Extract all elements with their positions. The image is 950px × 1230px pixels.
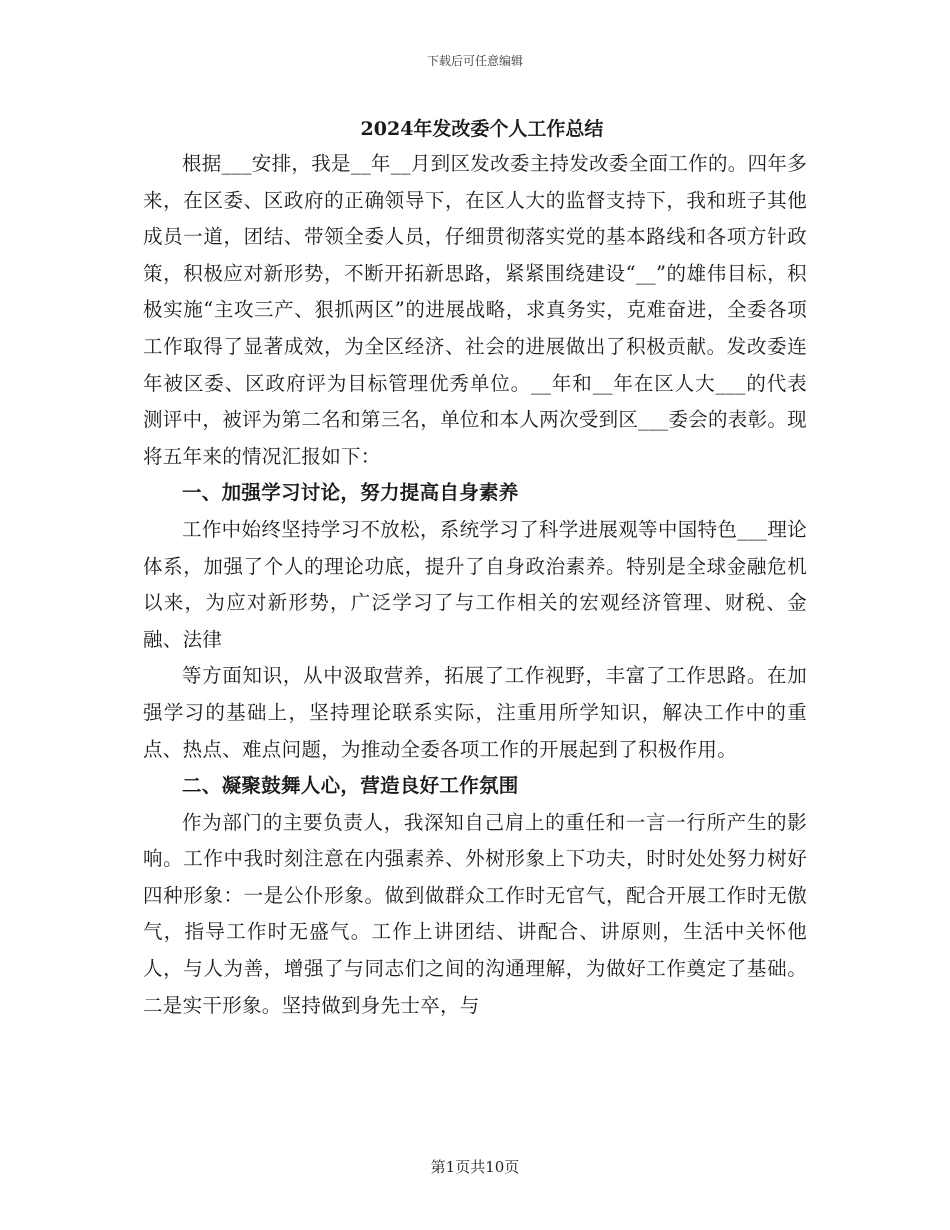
header-note: 下载后可任意编辑 <box>426 54 523 68</box>
page-number-footer: 第1页共10页 <box>430 1158 520 1176</box>
section-1-paragraph-1: 工作中始终坚持学习不放松，系统学习了科学进展观等中国特色___理论体系，加强了个人的理论功底，提升了自身政治素养。特别是全球金融危机以来，为应对新形势，广泛学习了与工作相关的宏观经济管理、财税、金融、法律 <box>143 517 807 651</box>
section-1-heading: 一、加强学习讨论，努力提高自身素养 <box>182 481 519 505</box>
section-1-paragraph-2: 等方面知识，从中汲取营养，拓展了工作视野，丰富了工作思路。在加强学习的基础上，坚持理论联系实际，注重用所学知识，解决工作中的重点、热点、难点问题，为推动全委各项工作的开展起到了积极作用。 <box>143 664 807 761</box>
document-body <box>143 112 807 1024</box>
document-title: 2024年发改委个人工作总结 <box>360 118 604 140</box>
section-2-paragraph-1: 作为部门的主要负责人，我深知自己肩上的重任和一言一行所产生的影响。工作中我时刻注意在内强素养、外树形象上下功夫，时时处处努力树好四种形象：一是公仆形象。做到做群众工作时无官气，配合开展工作时无傲气，指导工作时无盛气。工作上讲团结、讲配合、讲原则，生活中关怀他人，与人为善，增强了与同志们之间的沟通理解，为做好工作奠定了基础。二是实干形象。坚持做到身先士卒，与 <box>143 810 807 1017</box>
section-2-heading: 二、凝聚鼓舞人心，营造良好工作氛围 <box>182 774 519 798</box>
intro-paragraph: 根据___安排，我是__年__月到区发改委主持发改委全面工作的。四年多来，在区委、区政府的正确领导下，在区人大的监督支持下，我和班子其他成员一道，团结、带领全委人员，仔细贯彻落实党的基本路线和各项方针政策，积极应对新形势，不断开拓新思路，紧紧围绕建设“__”的雄伟目标，积极实施“主攻三产、狠抓两区”的进展战略，求真务实，克难奋进，全委各项工作取得了显著成效，为全区经济、社会的进展做出了积极贡献。发改委连年被区委、区政府评为目标管理优秀单位。__年和__年在区人大___的代表测评中，被评为第二名和第三名，单位和本人两次受到区___委会的表彰。现将五年来的情况汇报如下： <box>143 152 807 468</box>
